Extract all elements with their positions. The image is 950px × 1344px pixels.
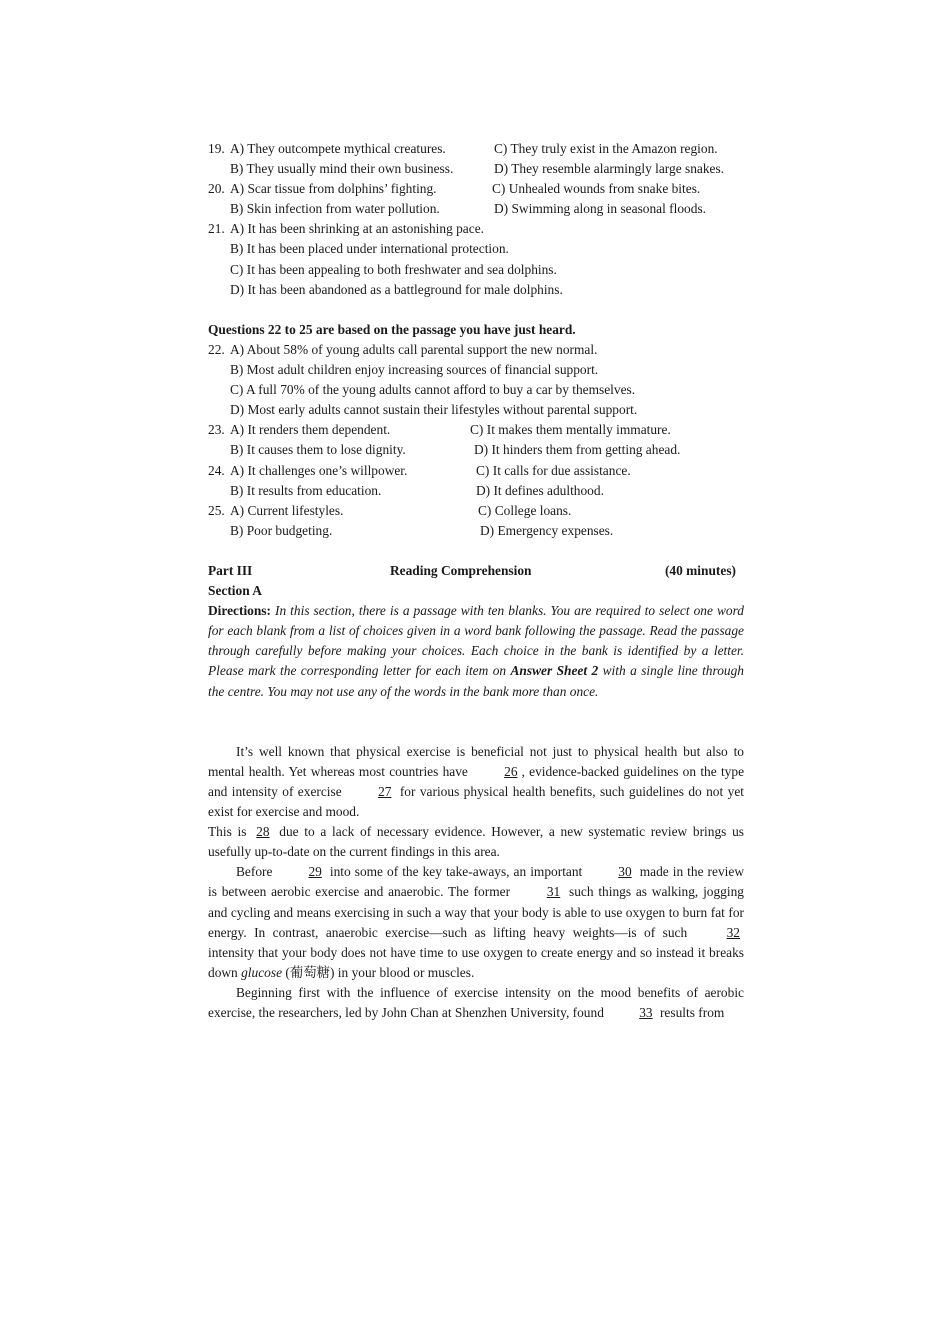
q20-option-c: C) Unhealed wounds from snake bites. [492,181,701,197]
part-title: Reading Comprehension [390,562,532,578]
question-22-row3 [208,380,744,400]
q24-option-a: A) It challenges one’s willpower. [230,462,408,478]
q24-option-d: D) It defines adulthood. [476,482,604,498]
passage-paragraph-3 [208,862,744,983]
directions-label: Directions: [208,603,271,619]
question-21-row4 [208,280,744,300]
q24-option-c: C) It calls for due assistance. [476,462,631,478]
part-label: Part III [208,562,253,578]
passage-text: This is [208,824,253,840]
question-24-row1 [208,461,744,481]
q23-number: 23. [208,422,225,438]
q21-option-a: A) It has been shrinking at an astonishing pace. [230,221,484,237]
section-heading-22-25: Questions 22 to 25 are based on the passage you have just heard. [208,321,576,337]
blank-32: 32 [726,924,740,940]
q22-option-b: B) Most adult children enjoy increasing sources of financial support. [230,362,599,378]
q19-option-a: A) They outcompete mythical creatures. [230,141,446,156]
question-23-row1 [208,420,744,440]
q19-number: 19. [208,141,225,156]
q22-option-c: C) A full 70% of the young adults cannot afford to buy a car by themselves. [230,382,636,398]
blank-30: 30 [618,864,632,880]
glucose-term: glucose [241,964,283,980]
question-22-row2 [208,360,744,380]
passage-text: Beginning first with the influence of exercise intensity on the mood benefits of aerobic exercise, the researchers, led by John Chan at Shenzhen University, found [208,984,744,1021]
q21-number: 21. [208,221,225,237]
question-22-row4 [208,400,744,420]
section-label: Section A [208,583,262,599]
question-25-row2 [208,521,744,541]
q20-option-a: A) Scar tissue from dolphins’ fighting. [230,181,437,197]
blank-29: 29 [308,864,322,880]
passage-text: , evidence-backed guidelines on the type and intensity of exercise [208,763,745,799]
passage-text: It’s well known that physical exercise is beneficial not just to physical health but also to mental health. Yet whereas most countries have [208,743,744,779]
answer-sheet-ref: Answer Sheet 2 [510,663,599,679]
passage-text: results from [656,1005,725,1021]
passage-text: due to a lack of necessary evidence. However, a new systematic review brings us usefully up-to-date on the current findings in this area. [208,824,744,860]
q22-option-a: A) About 58% of young adults call parental support the new normal. [230,341,598,357]
q25-option-a: A) Current lifestyles. [230,502,344,518]
question-21-row3 [208,260,744,280]
part-heading [208,561,744,581]
passage-paragraph-4 [208,983,744,1023]
directions-text-1: In this section, there is a passage with ten blanks. You are required to select one word for each blank from a list of choices given in a word bank following the passage. Read the passage through carefully before making your choices. Each choice in the bank is identified by a letter. Please mark the corresponding letter for each item on [208,603,744,679]
blank-31: 31 [546,884,561,900]
q20-option-b: B) Skin infection from water pollution. [230,201,440,217]
q25-number: 25. [208,502,225,518]
question-25-row1 [208,501,744,521]
passage-paragraph-1 [208,742,744,822]
passage-text: made in the review is between aerobic exercise and anaerobic. The former [208,864,744,900]
blank-28: 28 [256,824,270,840]
question-19-row1 [208,139,744,159]
q24-number: 24. [208,462,225,478]
q19-option-d: D) They resemble alarmingly large snakes. [494,161,725,177]
question-20-row2 [208,199,744,219]
question-23-row2 [208,440,744,460]
q22-number: 22. [208,341,225,357]
q20-number: 20. [208,181,225,197]
q25-option-c: C) College loans. [478,502,572,518]
question-21-row2 [208,239,744,259]
q23-option-d: D) It hinders them from getting ahead. [474,442,681,458]
question-19-row2 [208,159,744,179]
exam-page [208,139,744,1023]
blank-27: 27 [378,784,392,799]
q20-option-d: D) Swimming along in seasonal floods. [494,201,707,217]
part-time: (40 minutes) [664,562,736,578]
question-21-row1 [208,219,744,239]
passage-text: for various physical health benefits, such guidelines do not yet exist for exercise and mood. [208,784,744,820]
passage-text: such things as walking, jogging and cycling and means exercising in such a way that your body is able to use oxygen to burn fat for energy. In contrast, anaerobic exercise—such as lifting heavy weights—is of such [208,884,744,940]
q23-option-a: A) It renders them dependent. [230,422,391,438]
q24-option-b: B) It results from education. [230,482,382,498]
q21-option-c: C) It has been appealing to both freshwater and sea dolphins. [230,261,557,277]
passage-paragraph-2 [208,822,744,862]
q23-option-b: B) It causes them to lose dignity. [230,442,406,458]
q25-option-b: B) Poor budgeting. [230,522,333,538]
q23-option-c: C) It makes them mentally immature. [470,422,671,438]
blank-33: 33 [639,1005,653,1021]
passage-text: intensity that your body does not have time to use oxygen to create energy and so instead it breaks down [208,944,744,980]
q22-option-d: D) Most early adults cannot sustain their lifestyles without parental support. [230,402,638,418]
q19-option-c: C) They truly exist in the Amazon region. [494,141,718,156]
q21-option-b: B) It has been placed under international protection. [230,241,509,257]
passage-text: (葡萄糖) in your blood or muscles. [282,964,475,980]
q25-option-d: D) Emergency expenses. [480,522,614,538]
question-24-row2 [208,481,744,501]
blank-26: 26 [504,763,518,779]
directions-text-2: with a single line through the centre. You may not use any of the words in the bank more than once. [208,663,744,699]
q19-option-b: B) They usually mind their own business. [230,161,454,177]
q21-option-d: D) It has been abandoned as a battleground for male dolphins. [230,281,563,297]
passage-text: Before [236,864,277,880]
question-22-row1 [208,340,744,360]
question-20-row1 [208,179,744,199]
passage-text: into some of the key take-aways, an important [325,864,587,880]
directions [208,601,744,701]
